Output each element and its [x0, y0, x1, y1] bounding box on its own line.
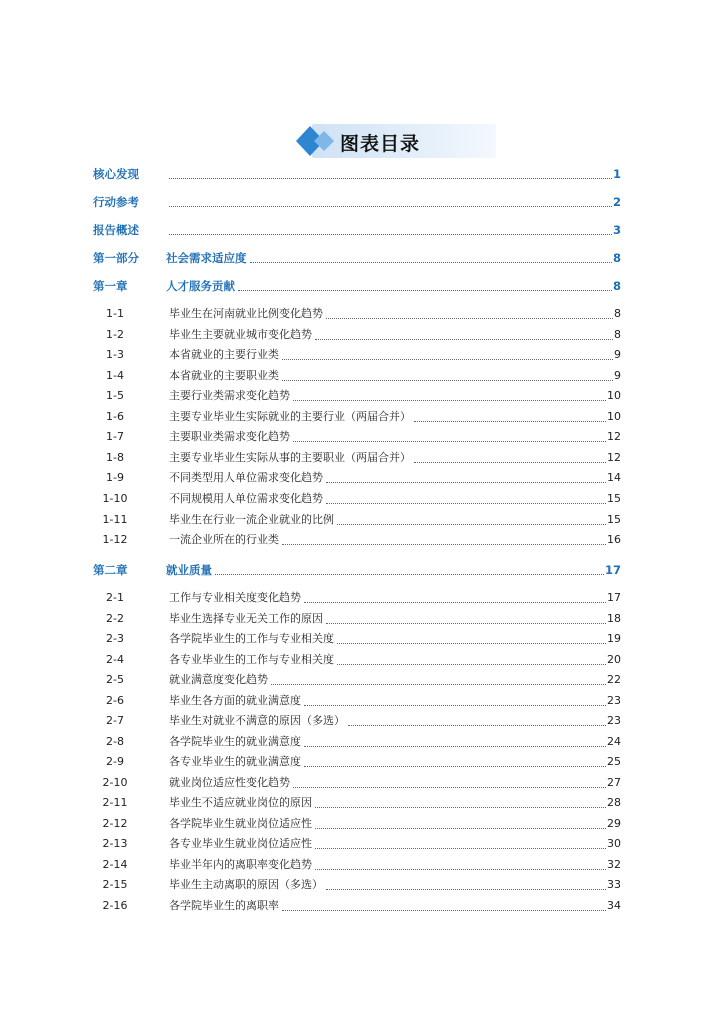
toc-figure-number: 1-11	[102, 513, 128, 526]
toc-figure-entry[interactable]	[0, 327, 724, 343]
toc-page-number: 12	[607, 430, 621, 443]
toc-dot-leader	[315, 807, 606, 808]
toc-dot-leader	[271, 684, 606, 685]
toc-figure-number: 2-8	[106, 735, 124, 748]
toc-figure-number: 1-1	[106, 307, 124, 320]
toc-entry-label: 行动参考	[93, 195, 139, 209]
toc-page-number: 28	[607, 796, 621, 809]
toc-figure-entry[interactable]	[0, 347, 724, 363]
toc-page-number: 27	[607, 776, 621, 789]
toc-figure-number: 2-1	[106, 591, 124, 604]
toc-dot-leader	[348, 725, 606, 726]
toc-page-number: 9	[614, 348, 621, 361]
toc-figure-number: 1-2	[106, 328, 124, 341]
toc-figure-number: 1-7	[106, 430, 124, 443]
toc-section-entry[interactable]	[0, 166, 724, 182]
toc-dot-leader	[326, 482, 606, 483]
toc-figure-entry[interactable]	[0, 388, 724, 404]
toc-section-entry[interactable]	[0, 194, 724, 210]
toc-entry-label: 不同规模用人单位需求变化趋势	[169, 492, 323, 505]
toc-section-entry[interactable]	[0, 222, 724, 238]
toc-entry-label: 毕业生主动离职的原因（多选）	[169, 878, 323, 891]
toc-entry-label: 主要专业毕业生实际从事的主要职业（两届合并）	[169, 451, 411, 464]
toc-entry-label: 毕业半年内的离职率变化趋势	[169, 858, 312, 871]
toc-dot-leader	[293, 441, 606, 442]
toc-entry-label: 报告概述	[93, 223, 139, 237]
toc-entry-label: 各学院毕业生就业岗位适应性	[169, 817, 312, 830]
toc-dot-leader	[315, 339, 613, 340]
toc-page-number: 1	[612, 167, 621, 181]
toc-title-banner	[290, 122, 496, 160]
toc-figure-entry[interactable]	[0, 652, 724, 668]
toc-page-number: 32	[607, 858, 621, 871]
toc-dot-leader	[293, 400, 606, 401]
toc-page-number: 17	[607, 591, 621, 604]
toc-dot-leader	[315, 828, 606, 829]
toc-entry-label: 不同类型用人单位需求变化趋势	[169, 471, 323, 484]
toc-figure-entry[interactable]	[0, 532, 724, 548]
toc-entry-label: 各专业毕业生的就业满意度	[169, 755, 301, 768]
toc-figure-number: 2-16	[102, 899, 128, 912]
toc-dot-leader	[337, 524, 606, 525]
toc-page-number: 8	[612, 279, 621, 293]
toc-entry-label: 毕业生主要就业城市变化趋势	[169, 328, 312, 341]
toc-figure-entry[interactable]	[0, 672, 724, 688]
toc-figure-number: 1-6	[106, 410, 124, 423]
toc-entry-label: 主要职业类需求变化趋势	[169, 430, 290, 443]
toc-figure-entry[interactable]	[0, 857, 724, 873]
toc-section-entry[interactable]	[0, 250, 724, 266]
toc-entry-label: 各学院毕业生的就业满意度	[169, 735, 301, 748]
page-title: 图表目录	[340, 133, 421, 155]
toc-figure-entry[interactable]	[0, 631, 724, 647]
toc-figure-number: 1-12	[102, 533, 128, 546]
toc-dot-leader	[250, 262, 612, 263]
toc-figure-entry[interactable]	[0, 611, 724, 627]
toc-figure-number: 2-15	[102, 878, 128, 891]
toc-page-number: 18	[607, 612, 621, 625]
toc-figure-number: 2-6	[106, 694, 124, 707]
toc-figure-entry[interactable]	[0, 898, 724, 914]
toc-entry-label: 毕业生对就业不满意的原因（多选）	[169, 714, 345, 727]
toc-figure-entry[interactable]	[0, 368, 724, 384]
toc-dot-leader	[282, 380, 613, 381]
toc-dot-leader	[169, 234, 612, 235]
toc-page-number: 23	[607, 694, 621, 707]
toc-entry-label: 本省就业的主要行业类	[169, 348, 279, 361]
toc-figure-entry[interactable]	[0, 754, 724, 770]
toc-figure-entry[interactable]	[0, 450, 724, 466]
toc-figure-entry[interactable]	[0, 795, 724, 811]
toc-page-number: 33	[607, 878, 621, 891]
toc-page-number: 23	[607, 714, 621, 727]
toc-section-entry[interactable]	[0, 278, 724, 294]
toc-section-number: 第二章	[93, 563, 128, 577]
toc-figure-number: 2-12	[102, 817, 128, 830]
toc-entry-label: 毕业生选择专业无关工作的原因	[169, 612, 323, 625]
toc-dot-leader	[304, 766, 606, 767]
toc-figure-entry[interactable]	[0, 877, 724, 893]
toc-page-number: 19	[607, 632, 621, 645]
toc-entry-label: 各专业毕业生的工作与专业相关度	[169, 653, 334, 666]
toc-entry-label: 毕业生不适应就业岗位的原因	[169, 796, 312, 809]
toc-entry-label: 核心发现	[93, 167, 139, 181]
toc-page-number: 9	[614, 369, 621, 382]
toc-figure-number: 1-10	[102, 492, 128, 505]
toc-figure-entry[interactable]	[0, 306, 724, 322]
toc-section-number: 第一部分	[93, 251, 139, 265]
toc-figure-entry[interactable]	[0, 512, 724, 528]
toc-page-number: 25	[607, 755, 621, 768]
toc-figure-entry[interactable]	[0, 491, 724, 507]
toc-entry-label: 就业质量	[166, 563, 212, 577]
toc-figure-entry[interactable]	[0, 470, 724, 486]
toc-dot-leader	[337, 664, 606, 665]
toc-dot-leader	[337, 643, 606, 644]
toc-page-number: 29	[607, 817, 621, 830]
toc-page-number: 16	[607, 533, 621, 546]
toc-figure-number: 2-4	[106, 653, 124, 666]
toc-figure-entry[interactable]	[0, 734, 724, 750]
toc-figure-number: 2-7	[106, 714, 124, 727]
toc-section-number: 第一章	[93, 279, 128, 293]
toc-dot-leader	[326, 889, 606, 890]
toc-figure-entry[interactable]	[0, 816, 724, 832]
toc-figure-number: 2-2	[106, 612, 124, 625]
toc-figure-number: 1-9	[106, 471, 124, 484]
toc-figure-number: 2-3	[106, 632, 124, 645]
toc-dot-leader	[315, 848, 606, 849]
toc-dot-leader	[326, 623, 606, 624]
toc-section-entry[interactable]	[0, 562, 724, 578]
toc-dot-leader	[315, 869, 606, 870]
toc-page-number: 8	[614, 307, 621, 320]
toc-entry-label: 毕业生在行业一流企业就业的比例	[169, 513, 334, 526]
toc-figure-number: 1-5	[106, 389, 124, 402]
toc-page-number: 14	[607, 471, 621, 484]
toc-dot-leader	[215, 574, 604, 575]
toc-page-number: 2	[612, 195, 621, 209]
toc-dot-leader	[304, 746, 606, 747]
toc-figure-entry[interactable]	[0, 590, 724, 606]
toc-figure-number: 2-10	[102, 776, 128, 789]
toc-figure-number: 2-14	[102, 858, 128, 871]
toc-figure-number: 2-11	[102, 796, 128, 809]
toc-figure-number: 1-3	[106, 348, 124, 361]
diamond-icon	[290, 122, 336, 160]
toc-dot-leader	[414, 462, 606, 463]
toc-dot-leader	[293, 787, 606, 788]
toc-entry-label: 毕业生各方面的就业满意度	[169, 694, 301, 707]
toc-figure-entry[interactable]	[0, 693, 724, 709]
toc-figure-entry[interactable]	[0, 713, 724, 729]
toc-figure-entry[interactable]	[0, 836, 724, 852]
toc-entry-label: 毕业生在河南就业比例变化趋势	[169, 307, 323, 320]
toc-page-number: 3	[612, 223, 621, 237]
toc-page-number: 34	[607, 899, 621, 912]
toc-page-number: 24	[607, 735, 621, 748]
toc-dot-leader	[282, 544, 606, 545]
toc-entry-label: 主要专业毕业生实际就业的主要行业（两届合并）	[169, 410, 411, 423]
toc-page-number: 15	[607, 492, 621, 505]
toc-entry-label: 各学院毕业生的工作与专业相关度	[169, 632, 334, 645]
toc-dot-leader	[304, 705, 606, 706]
toc-page-number: 30	[607, 837, 621, 850]
toc-figure-number: 1-4	[106, 369, 124, 382]
toc-entry-label: 就业满意度变化趋势	[169, 673, 268, 686]
toc-figure-number: 2-9	[106, 755, 124, 768]
toc-page-number: 15	[607, 513, 621, 526]
toc-page-number: 22	[607, 673, 621, 686]
toc-dot-leader	[304, 602, 606, 603]
toc-figure-number: 1-8	[106, 451, 124, 464]
toc-page-number: 8	[612, 251, 621, 265]
toc-page-number: 10	[607, 410, 621, 423]
toc-page-number: 17	[604, 563, 621, 577]
toc-dot-leader	[169, 178, 612, 179]
toc-page-number: 10	[607, 389, 621, 402]
toc-entry-label: 各专业毕业生就业岗位适应性	[169, 837, 312, 850]
toc-dot-leader	[282, 910, 606, 911]
toc-figure-entry[interactable]	[0, 429, 724, 445]
toc-page-number: 20	[607, 653, 621, 666]
toc-dot-leader	[326, 503, 606, 504]
toc-entry-label: 主要行业类需求变化趋势	[169, 389, 290, 402]
toc-entry-label: 就业岗位适应性变化趋势	[169, 776, 290, 789]
toc-figure-entry[interactable]	[0, 775, 724, 791]
toc-figure-number: 2-13	[102, 837, 128, 850]
toc-entry-label: 一流企业所在的行业类	[169, 533, 279, 546]
toc-figure-entry[interactable]	[0, 409, 724, 425]
toc-entry-label: 本省就业的主要职业类	[169, 369, 279, 382]
toc-dot-leader	[414, 421, 606, 422]
toc-entry-label: 人才服务贡献	[166, 279, 235, 293]
toc-page-number: 8	[614, 328, 621, 341]
toc-page-number: 12	[607, 451, 621, 464]
toc-entry-label: 工作与专业相关度变化趋势	[169, 591, 301, 604]
toc-dot-leader	[282, 359, 613, 360]
toc-figure-number: 2-5	[106, 673, 124, 686]
toc-dot-leader	[326, 318, 613, 319]
toc-dot-leader	[238, 290, 612, 291]
toc-entry-label: 各学院毕业生的离职率	[169, 899, 279, 912]
toc-dot-leader	[169, 206, 612, 207]
toc-entry-label: 社会需求适应度	[166, 251, 247, 265]
